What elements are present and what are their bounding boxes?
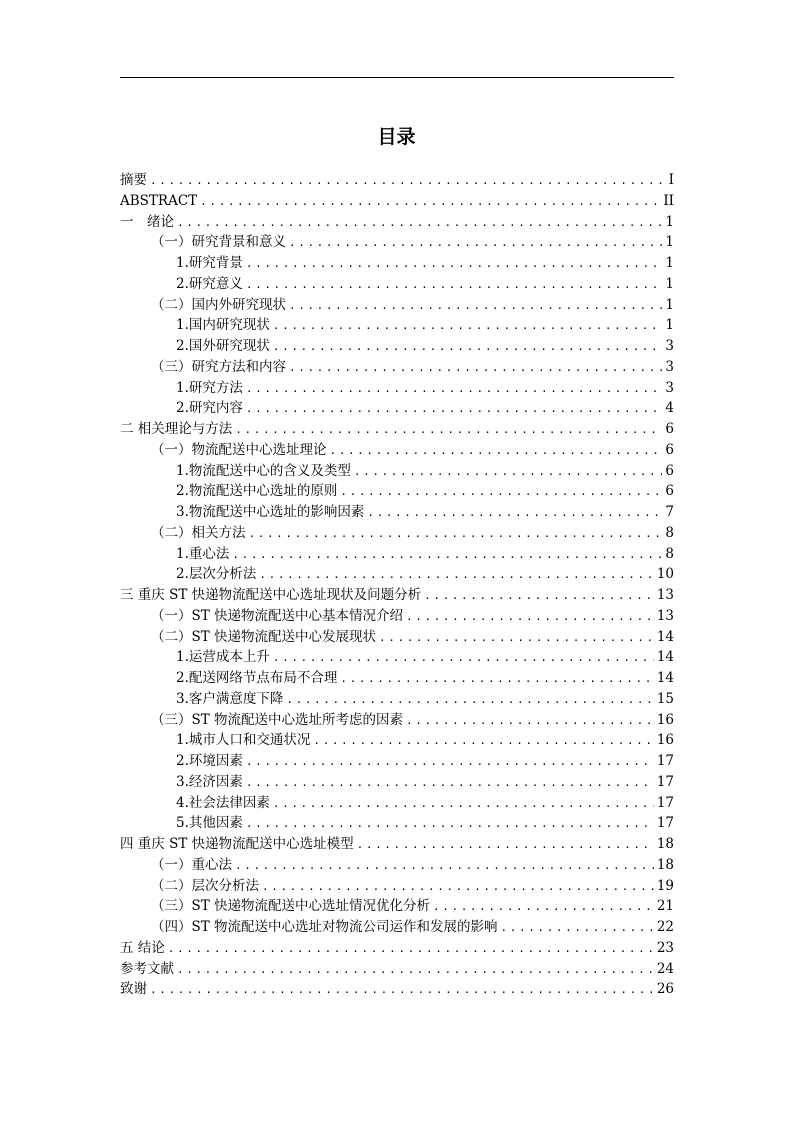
toc-entry-page-number: 1 xyxy=(665,296,674,313)
toc-dot-leader xyxy=(289,358,662,379)
toc-entry-label: （一）物流配送中心选址理论 xyxy=(151,441,327,458)
toc-entry-label: 参考文献 xyxy=(120,960,174,977)
toc-entry-label: 4.社会法律因素 xyxy=(176,794,270,811)
toc-dot-leader xyxy=(406,711,654,732)
toc-entry-label: 1.城市人口和交通状况 xyxy=(176,732,311,749)
toc-entry[interactable] xyxy=(120,896,674,917)
toc-dot-leader xyxy=(246,379,663,400)
toc-dot-leader xyxy=(246,399,663,420)
toc-dot-leader xyxy=(177,213,662,234)
toc-entry-label: （二）相关方法 xyxy=(151,524,246,541)
toc-entry[interactable] xyxy=(120,523,674,544)
toc-dot-leader xyxy=(249,524,663,545)
toc-dot-leader xyxy=(433,897,654,918)
toc-entry-page-number: 8 xyxy=(665,524,674,541)
toc-entry-label: 2.物流配送中心选址的原则 xyxy=(176,483,338,500)
toc-entry-label: 3.经济因素 xyxy=(176,773,243,790)
toc-entry-page-number: 24 xyxy=(656,960,674,977)
toc-entry[interactable] xyxy=(120,440,674,461)
toc-entry[interactable] xyxy=(120,191,674,212)
toc-dot-leader xyxy=(246,814,654,835)
toc-entry-page-number: 1 xyxy=(665,213,674,230)
toc-entry-label: ABSTRACT xyxy=(120,192,198,209)
toc-entry[interactable] xyxy=(120,751,674,772)
toc-entry-label: 2.层次分析法 xyxy=(176,566,257,583)
toc-entry[interactable] xyxy=(120,170,674,191)
toc-entry-page-number: 18 xyxy=(656,856,674,873)
toc-entry[interactable] xyxy=(120,938,674,959)
toc-entry[interactable] xyxy=(120,544,674,565)
toc-entry[interactable] xyxy=(120,979,674,1000)
toc-dot-leader xyxy=(168,939,654,960)
toc-entry[interactable] xyxy=(120,585,674,606)
toc-entry-page-number: I xyxy=(668,172,674,188)
toc-entry-label: 2.配送网络节点布局不合理 xyxy=(176,670,338,686)
toc-entry-page-number: 1 xyxy=(665,317,674,334)
toc-entry[interactable] xyxy=(120,336,674,357)
toc-entry-page-number: 8 xyxy=(665,545,674,562)
toc-entry-page-number: 14 xyxy=(656,649,674,666)
toc-entry[interactable] xyxy=(120,668,674,689)
toc-entry-label: 四 重庆 ST 快递物流配送中心选址模型 xyxy=(120,836,354,852)
toc-entry-page-number: 18 xyxy=(656,836,674,852)
toc-entry[interactable] xyxy=(120,606,674,627)
toc-entry-page-number: 1 xyxy=(665,255,674,271)
toc-dot-leader xyxy=(273,337,663,358)
toc-entry-page-number: 23 xyxy=(656,939,674,956)
toc-dot-leader xyxy=(424,586,654,607)
toc-dot-leader xyxy=(286,690,653,711)
toc-entry[interactable] xyxy=(120,627,674,648)
toc-entry[interactable] xyxy=(120,647,674,668)
toc-entry-label: （四）ST 物流配送中心选址对物流公司运作和发展的影响 xyxy=(151,919,498,935)
toc-entry-label: 三 重庆 ST 快递物流配送中心选址现状及问题分析 xyxy=(120,587,422,603)
toc-entry[interactable] xyxy=(120,253,674,274)
toc-entry-label: （一）重心法 xyxy=(151,856,232,873)
toc-entry-label: 1.国内研究现状 xyxy=(176,317,270,334)
toc-entry[interactable] xyxy=(120,461,674,482)
toc-dot-leader xyxy=(262,877,654,898)
toc-dot-leader xyxy=(367,503,662,524)
toc-entry-page-number: 6 xyxy=(665,483,674,500)
toc-dot-leader xyxy=(340,669,653,690)
toc-entry-label: 2.研究意义 xyxy=(176,275,243,292)
toc-entry[interactable] xyxy=(120,834,674,855)
table-of-contents xyxy=(120,170,674,1000)
toc-entry-page-number: 16 xyxy=(656,732,674,749)
toc-entry-page-number: 17 xyxy=(656,794,674,811)
toc-entry-page-number: 6 xyxy=(665,441,674,458)
toc-dot-leader xyxy=(289,296,662,317)
toc-dot-leader xyxy=(150,980,654,1001)
toc-entry[interactable] xyxy=(120,481,674,502)
toc-dot-leader xyxy=(246,254,663,275)
toc-entry-label: 2.环境因素 xyxy=(176,753,243,769)
toc-entry[interactable] xyxy=(120,315,674,336)
toc-dot-leader xyxy=(330,441,663,462)
toc-entry[interactable] xyxy=(120,689,674,710)
toc-dot-leader xyxy=(379,628,654,649)
toc-dot-leader xyxy=(235,420,662,441)
toc-entry-label: （三）研究方法和内容 xyxy=(151,358,286,375)
toc-entry-label: （二）国内外研究现状 xyxy=(151,296,286,313)
toc-entry[interactable] xyxy=(120,357,674,378)
toc-entry-label: 摘要 xyxy=(120,172,147,188)
toc-entry[interactable] xyxy=(120,232,674,253)
toc-entry[interactable] xyxy=(120,855,674,876)
toc-entry-page-number: 21 xyxy=(656,898,674,915)
toc-entry-page-number: 3 xyxy=(665,379,674,396)
toc-dot-leader xyxy=(246,752,654,773)
toc-entry-page-number: 1 xyxy=(665,234,674,251)
toc-dot-leader xyxy=(273,794,654,815)
toc-entry-page-number: 7 xyxy=(665,504,674,520)
toc-entry-label: （二）层次分析法 xyxy=(151,877,259,894)
toc-entry-page-number: 26 xyxy=(656,981,674,998)
toc-entry-label: （一）研究背景和意义 xyxy=(151,234,286,251)
toc-entry[interactable] xyxy=(120,772,674,793)
toc-entry[interactable] xyxy=(120,917,674,938)
toc-dot-leader xyxy=(357,835,654,856)
toc-entry-label: （三）ST 快递物流配送中心选址情况优化分析 xyxy=(151,898,431,915)
toc-entry-page-number: 13 xyxy=(656,587,674,603)
toc-dot-leader xyxy=(406,607,654,628)
toc-entry-page-number: 13 xyxy=(656,607,674,624)
toc-dot-leader xyxy=(340,482,662,503)
toc-entry-page-number: 3 xyxy=(665,338,674,354)
toc-entry-label: 3.物流配送中心选址的影响因素 xyxy=(176,504,365,520)
toc-entry[interactable] xyxy=(120,212,674,233)
toc-dot-leader xyxy=(246,773,654,794)
toc-entry-label: （二）ST 快递物流配送中心发展现状 xyxy=(151,628,377,645)
toc-dot-leader xyxy=(246,275,663,296)
toc-entry[interactable] xyxy=(120,730,674,751)
toc-entry-page-number: 17 xyxy=(656,773,674,790)
toc-entry-label: （三）ST 物流配送中心选址所考虑的因素 xyxy=(151,711,404,728)
toc-entry-label: 1.物流配送中心的含义及类型 xyxy=(176,462,351,479)
toc-entry-label: 1.重心法 xyxy=(176,545,230,562)
toc-dot-leader xyxy=(150,171,663,192)
toc-entry[interactable] xyxy=(120,813,674,834)
toc-entry-page-number: 15 xyxy=(656,690,674,707)
toc-dot-leader xyxy=(200,192,660,213)
toc-entry-page-number: 14 xyxy=(656,670,674,686)
toc-entry-label: 1.研究方法 xyxy=(176,379,243,396)
toc-entry-label: 2.研究内容 xyxy=(176,400,243,417)
toc-entry-label: 1.运营成本上升 xyxy=(176,649,270,666)
toc-entry-page-number: 14 xyxy=(656,628,674,645)
toc-entry[interactable] xyxy=(120,274,674,295)
toc-entry[interactable] xyxy=(120,564,674,585)
toc-entry-page-number: 3 xyxy=(665,358,674,375)
toc-entry-label: 二 相关理论与方法 xyxy=(120,421,233,437)
toc-entry-label: 一 绪论 xyxy=(120,213,174,230)
toc-entry[interactable] xyxy=(120,710,674,731)
toc-entry-page-number: 6 xyxy=(665,462,674,479)
toc-dot-leader xyxy=(289,233,662,254)
toc-dot-leader xyxy=(354,462,663,483)
toc-entry-page-number: 6 xyxy=(665,421,674,437)
toc-entry[interactable] xyxy=(120,398,674,419)
toc-dot-leader xyxy=(232,545,662,566)
page-title: 目录 xyxy=(377,126,416,148)
toc-entry[interactable] xyxy=(120,378,674,399)
toc-entry-page-number: 17 xyxy=(656,815,674,832)
toc-entry[interactable] xyxy=(120,959,674,980)
toc-entry-label: 5.其他因素 xyxy=(176,815,243,832)
toc-entry[interactable] xyxy=(120,793,674,814)
toc-entry-label: 五 结论 xyxy=(120,939,165,956)
toc-entry-label: （一）ST 快递物流配送中心基本情况介绍 xyxy=(151,607,404,624)
toc-entry-label: 1.研究背景 xyxy=(176,255,243,271)
toc-entry-label: 致谢 xyxy=(120,981,147,998)
toc-dot-leader xyxy=(259,565,653,586)
toc-entry-page-number: 16 xyxy=(656,711,674,728)
toc-entry-page-number: II xyxy=(663,192,674,209)
toc-entry-label: 3.客户满意度下降 xyxy=(176,690,284,707)
toc-dot-leader xyxy=(273,316,663,337)
toc-dot-leader xyxy=(177,960,654,981)
toc-entry[interactable] xyxy=(120,295,674,316)
toc-entry-page-number: 19 xyxy=(656,877,674,894)
toc-entry[interactable] xyxy=(120,502,674,523)
toc-entry-page-number: 4 xyxy=(665,400,674,417)
toc-dot-leader xyxy=(235,856,654,877)
toc-dot-leader xyxy=(273,648,654,669)
toc-entry-page-number: 10 xyxy=(656,566,674,583)
toc-entry[interactable] xyxy=(120,876,674,897)
toc-entry-label: 2.国外研究现状 xyxy=(176,338,270,354)
toc-entry[interactable] xyxy=(120,419,674,440)
toc-entry-page-number: 1 xyxy=(665,275,674,292)
toc-dot-leader xyxy=(501,918,654,939)
toc-entry-page-number: 22 xyxy=(656,919,674,935)
toc-entry-page-number: 17 xyxy=(656,753,674,769)
toc-dot-leader xyxy=(313,731,653,752)
header-rule xyxy=(120,77,674,78)
